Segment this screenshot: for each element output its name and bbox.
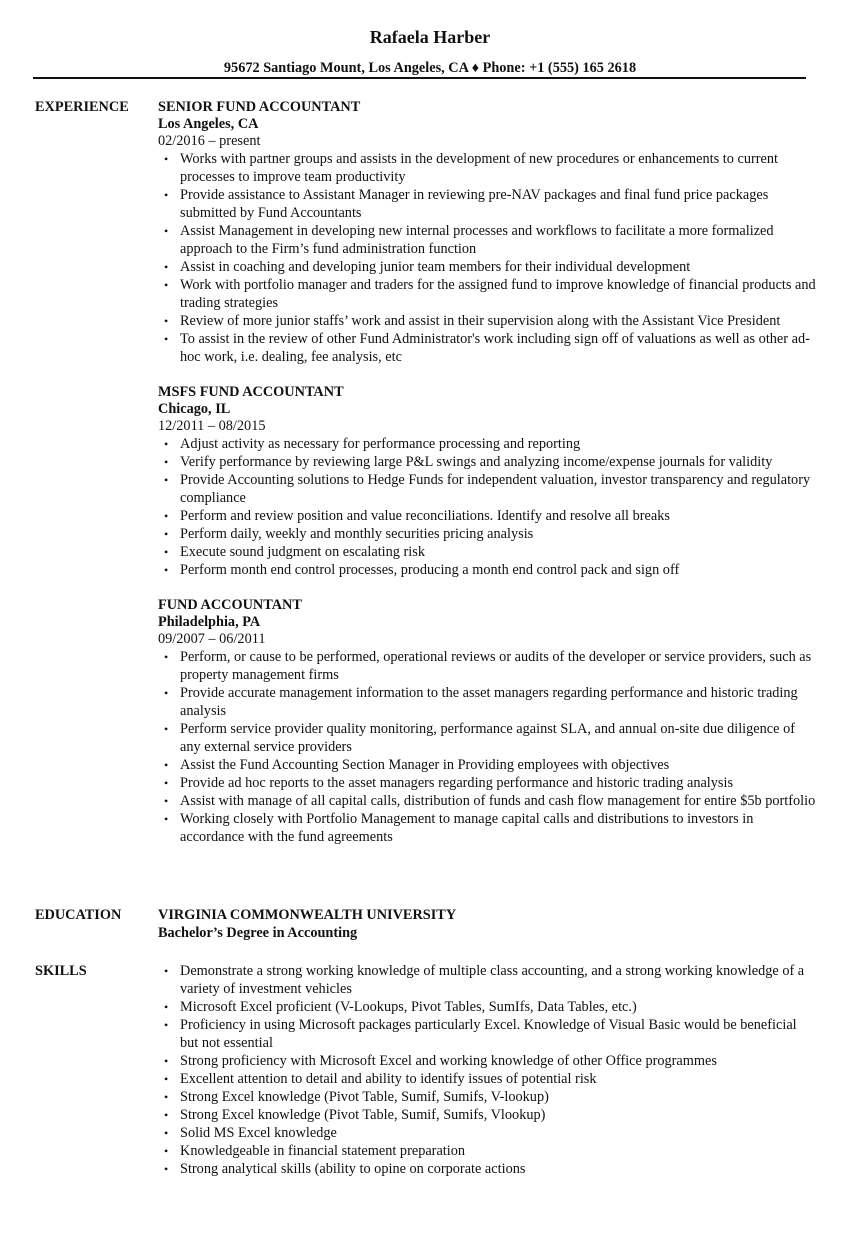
- bullet-text: Perform, or cause to be performed, operational reviews or audits of the developer or service providers, such as property management firms: [180, 649, 812, 683]
- job-bullets: [158, 150, 818, 366]
- skills-body: [158, 962, 818, 1178]
- list-item: [158, 962, 818, 998]
- bullet-icon: •: [164, 1090, 169, 1104]
- bullet-icon: •: [164, 224, 169, 238]
- bullet-text: Solid MS Excel knowledge: [180, 1125, 337, 1141]
- bullet-text: Perform month end control processes, producing a month end control pack and sign off: [180, 562, 680, 578]
- bullet-icon: •: [164, 473, 169, 487]
- bullet-text: Works with partner groups and assists in the development of new procedures or enhancements to current processes to improve team productivity: [180, 151, 778, 185]
- list-item: [158, 1070, 818, 1088]
- bullet-icon: •: [164, 278, 169, 292]
- bullet-text: Strong Excel knowledge (Pivot Table, Sumif, Sumifs, Vlookup): [180, 1107, 546, 1123]
- bullet-text: Assist the Fund Accounting Section Manager in Providing employees with objectives: [180, 757, 670, 773]
- list-item: [158, 507, 818, 525]
- job-title: SENIOR FUND ACCOUNTANT: [158, 99, 361, 115]
- list-item: [158, 774, 818, 792]
- bullet-text: Provide assistance to Assistant Manager in reviewing pre-NAV packages and final fund price packages submitted by Fund Accountants: [180, 187, 769, 221]
- degree: Bachelor’s Degree in Accounting: [158, 925, 358, 941]
- list-item: [158, 543, 818, 561]
- bullet-icon: •: [164, 686, 169, 700]
- bullet-icon: •: [164, 1126, 169, 1140]
- list-item: [158, 1142, 818, 1160]
- bullet-text: Verify performance by reviewing large P&L swings and analyzing income/expense journals for validity: [180, 454, 773, 470]
- bullet-text: Working closely with Portfolio Management to manage capital calls and distributions to investors in accordance with the fund agreements: [180, 811, 754, 845]
- job-bullets: [158, 648, 818, 846]
- bullet-icon: •: [164, 722, 169, 736]
- bullet-icon: •: [164, 1162, 169, 1176]
- bullet-icon: •: [164, 314, 169, 328]
- education-heading: EDUCATION: [35, 907, 122, 923]
- bullet-icon: •: [164, 1054, 169, 1068]
- bullet-icon: •: [164, 1072, 169, 1086]
- list-item: [158, 330, 818, 366]
- experience-jobs: [158, 98, 818, 846]
- job-entry: [158, 596, 818, 846]
- bullet-icon: •: [164, 650, 169, 664]
- bullet-text: Proficiency in using Microsoft packages particularly Excel. Knowledge of Visual Basic would be beneficial but not essential: [180, 1017, 797, 1051]
- job-bullets: [158, 435, 818, 579]
- bullet-text: Provide Accounting solutions to Hedge Funds for independent valuation, investor transparency and regulatory compliance: [180, 472, 811, 506]
- bullet-text: Strong analytical skills (ability to opine on corporate actions: [180, 1161, 526, 1177]
- bullet-text: Microsoft Excel proficient (V-Lookups, Pivot Tables, SumIfs, Data Tables, etc.): [180, 999, 637, 1015]
- bullet-text: Adjust activity as necessary for performance processing and reporting: [180, 436, 581, 452]
- bullet-text: Assist with manage of all capital calls, distribution of funds and cash flow management for entire $5b portfolio: [180, 793, 816, 809]
- list-item: [158, 222, 818, 258]
- bullet-icon: •: [164, 794, 169, 808]
- list-item: [158, 435, 818, 453]
- job-location: Los Angeles, CA: [158, 116, 259, 132]
- list-item: [158, 648, 818, 684]
- list-item: [158, 1052, 818, 1070]
- bullet-text: Provide accurate management information to the asset managers regarding performance and historic trading analysis: [180, 685, 798, 719]
- bullet-text: Provide ad hoc reports to the asset managers regarding performance and historic trading analysis: [180, 775, 734, 791]
- list-item: [158, 998, 818, 1016]
- job-entry: [158, 383, 818, 579]
- list-item: [158, 312, 818, 330]
- list-item: [158, 453, 818, 471]
- list-item: [158, 186, 818, 222]
- bullet-text: Execute sound judgment on escalating risk: [180, 544, 425, 560]
- bullet-icon: •: [164, 545, 169, 559]
- bullet-icon: •: [164, 455, 169, 469]
- bullet-icon: •: [164, 260, 169, 274]
- list-item: [158, 1016, 818, 1052]
- list-item: [158, 276, 818, 312]
- list-item: [158, 1106, 818, 1124]
- bullet-icon: •: [164, 509, 169, 523]
- bullet-icon: •: [164, 1108, 169, 1122]
- bullet-icon: •: [164, 188, 169, 202]
- job-dates: 12/2011 – 08/2015: [158, 418, 266, 434]
- bullet-text: Assist in coaching and developing junior team members for their individual development: [180, 259, 691, 275]
- bullet-text: Assist Management in developing new internal processes and workflows to facilitate a more formalized approach to the Firm’s fund administration function: [180, 223, 774, 257]
- bullet-text: Perform daily, weekly and monthly securities pricing analysis: [180, 526, 534, 542]
- bullet-text: Strong Excel knowledge (Pivot Table, Sumif, Sumifs, V-lookup): [180, 1089, 549, 1105]
- bullet-icon: •: [164, 776, 169, 790]
- list-item: [158, 756, 818, 774]
- bullet-icon: •: [164, 1144, 169, 1158]
- contact-line: 95672 Santiago Mount, Los Angeles, CA ♦ Phone: +1 (555) 165 2618: [223, 60, 637, 76]
- bullet-text: Knowledgeable in financial statement preparation: [180, 1143, 466, 1159]
- bullet-text: Review of more junior staffs’ work and assist in their supervision along with the Assistant Vice President: [180, 313, 781, 329]
- job-location: Chicago, IL: [158, 401, 231, 417]
- list-item: [158, 810, 818, 846]
- bullet-text: Demonstrate a strong working knowledge of multiple class accounting, and a strong working knowledge of a variety of investment vehicles: [180, 963, 805, 997]
- list-item: [158, 1124, 818, 1142]
- list-item: [158, 471, 818, 507]
- list-item: [158, 150, 818, 186]
- school-name: VIRGINIA COMMONWEALTH UNIVERSITY: [158, 907, 457, 923]
- list-item: [158, 525, 818, 543]
- job-entry: [158, 98, 818, 366]
- bullet-icon: •: [164, 332, 169, 346]
- bullet-icon: •: [164, 758, 169, 772]
- job-title: MSFS FUND ACCOUNTANT: [158, 384, 344, 400]
- bullet-icon: •: [164, 964, 169, 978]
- resume-name: Rafaela Harber: [369, 27, 491, 47]
- experience-heading: EXPERIENCE: [35, 99, 129, 115]
- job-location: Philadelphia, PA: [158, 614, 261, 630]
- bullet-icon: •: [164, 812, 169, 826]
- bullet-icon: •: [164, 437, 169, 451]
- job-dates: 09/2007 – 06/2011: [158, 631, 266, 647]
- bullet-text: Work with portfolio manager and traders for the assigned fund to improve knowledge of financial products and trading strategies: [180, 277, 816, 311]
- job-title: FUND ACCOUNTANT: [158, 597, 302, 613]
- bullet-icon: •: [164, 1018, 169, 1032]
- skills-list: [158, 962, 818, 1178]
- list-item: [158, 561, 818, 579]
- bullet-text: To assist in the review of other Fund Administrator's work including sign off of valuations as well as other ad-hoc work, i.e. dealing, fee analysis, etc: [180, 331, 810, 365]
- education-body: [158, 906, 818, 943]
- bullet-icon: •: [164, 1000, 169, 1014]
- bullet-text: Strong proficiency with Microsoft Excel and working knowledge of other Office programmes: [180, 1053, 717, 1069]
- bullet-text: Perform and review position and value reconciliations. Identify and resolve all breaks: [180, 508, 670, 524]
- list-item: [158, 684, 818, 720]
- bullet-text: Excellent attention to detail and ability to identify issues of potential risk: [180, 1071, 597, 1087]
- job-dates: 02/2016 – present: [158, 133, 261, 149]
- list-item: [158, 1088, 818, 1106]
- list-item: [158, 720, 818, 756]
- bullet-icon: •: [164, 563, 169, 577]
- bullet-icon: •: [164, 152, 169, 166]
- skills-heading: SKILLS: [35, 963, 87, 979]
- list-item: [158, 258, 818, 276]
- list-item: [158, 1160, 818, 1178]
- bullet-icon: •: [164, 527, 169, 541]
- bullet-text: Perform service provider quality monitoring, performance against SLA, and annual on-site due diligence of any external service providers: [180, 721, 795, 755]
- header-divider: [33, 77, 806, 79]
- list-item: [158, 792, 818, 810]
